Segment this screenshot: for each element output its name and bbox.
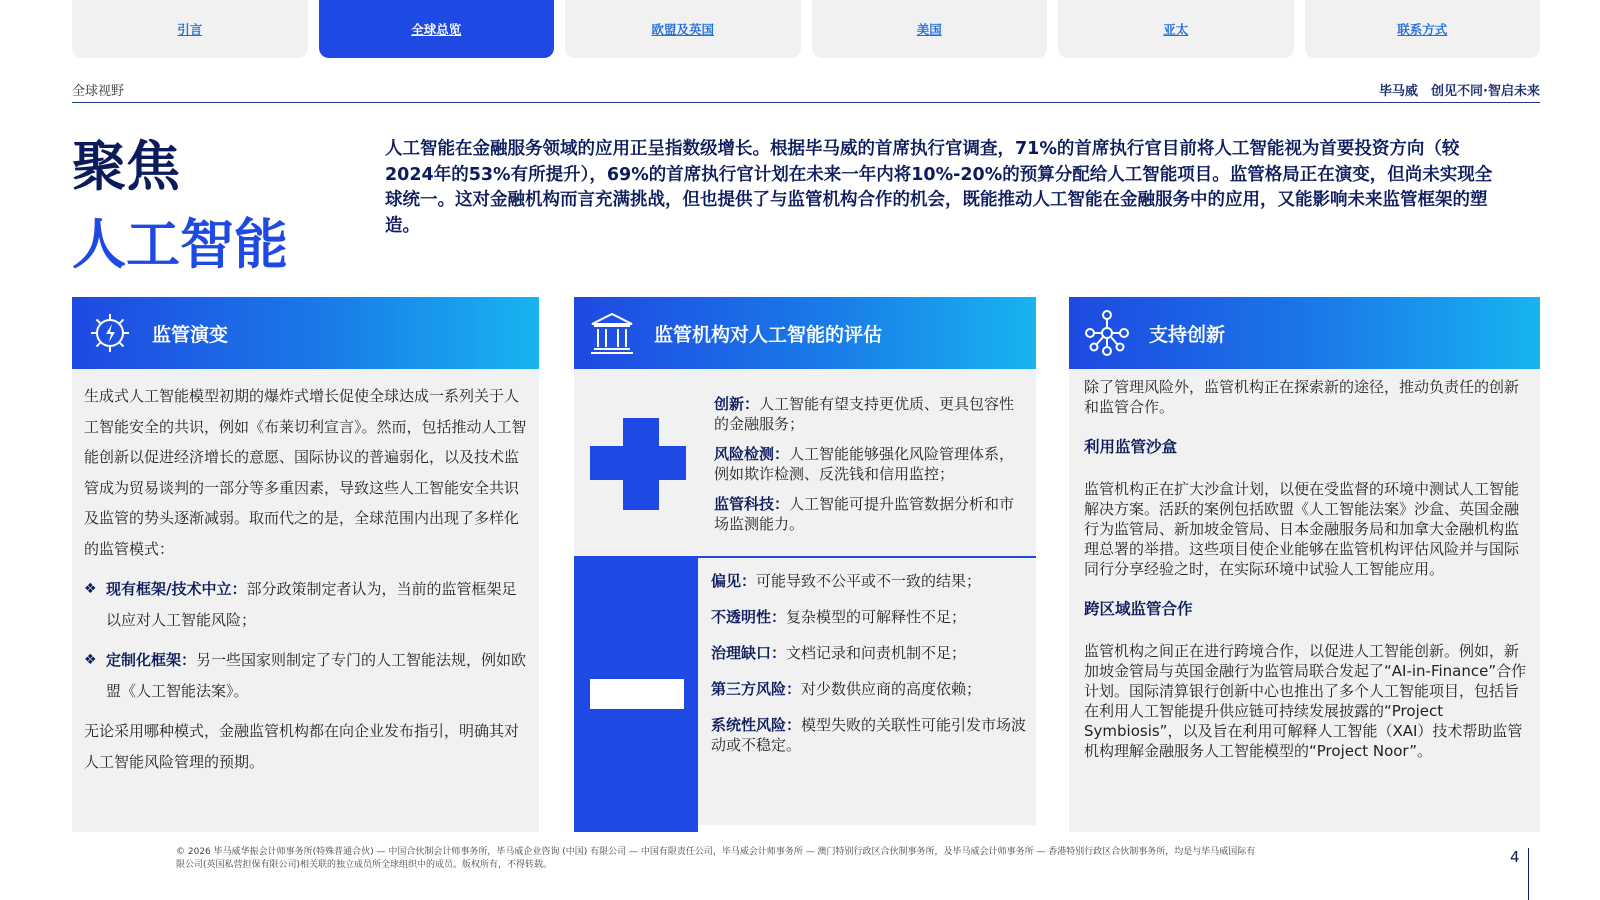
item-term: 治理缺口： bbox=[711, 644, 787, 662]
list-item bbox=[711, 607, 1029, 627]
item-term: 风险检测： bbox=[714, 445, 790, 463]
item-text: 对少数供应商的高度依赖； bbox=[801, 680, 982, 698]
copyright-footer: © 2026 毕马威华振会计师事务所(特殊普通合伙) — 中国合伙制会计师事务所，毕马威企业咨询 (中国) 有限公司 — 中国有限责任公司，毕马威会计师事务所 — 澳门特别行政区合伙制事务所，及毕马威会计师事务所 — 香港特别行政区合伙制事务所，均是与毕马威国际有限公司(英国私营担保有限公司)相关联的独立成员所全球组织中的成员。版权所有，不得转载。 bbox=[176, 847, 1256, 870]
minus-icon bbox=[590, 679, 684, 709]
bullet-text: 另一些国家则制定了专门的人工智能法规，例如欧盟《人工智能法案》。 bbox=[106, 651, 527, 700]
network-nodes-icon bbox=[1081, 307, 1133, 359]
diamond-bullet-icon: ❖ bbox=[84, 652, 97, 668]
tab-global-overview[interactable] bbox=[319, 0, 555, 58]
brand-tagline: 毕马威 创见不同·智启未来 bbox=[1379, 84, 1540, 99]
list-item bbox=[711, 715, 1029, 755]
section-label: 全球视野 bbox=[72, 84, 125, 99]
intro-text: 除了管理风险外，监管机构正在探索新的途径，推动负责任的创新和监管合作。 bbox=[1084, 378, 1520, 416]
list-item bbox=[711, 679, 1029, 699]
item-text: 可能导致不公平或不一致的结果； bbox=[756, 572, 982, 590]
list-item bbox=[714, 394, 1026, 434]
tab-label: 美国 bbox=[916, 22, 942, 37]
item-term: 第三方风险： bbox=[711, 680, 802, 698]
top-nav bbox=[72, 0, 1540, 58]
outro-text: 无论采用哪种模式，金融监管机构都在向企业发布指引，明确其对人工智能风险管理的预期。 bbox=[84, 722, 520, 771]
section-text: 监管机构之间正在进行跨境合作，以促进人工智能创新。例如，新加坡金管局与英国金融行为监管局联合发起了“AI-in-Finance”合作计划。国际清算银行创新中心也推出了多个人工智能项目，包括旨在利用人工智能提升供应链可持续发展披露的“Project Symbiosis”，以及旨在利用可解释人工智能（XAI）技术帮助监管机构理解金融服务人工智能模型的“Project Noor”。 bbox=[1084, 642, 1527, 760]
tab-us[interactable] bbox=[812, 0, 1048, 58]
list-item bbox=[84, 574, 527, 635]
item-term: 偏见： bbox=[711, 572, 757, 590]
item-text: 复杂模型的可解释性不足； bbox=[786, 608, 967, 626]
section-heading: 利用监管沙盒 bbox=[1084, 438, 1178, 456]
item-term: 创新： bbox=[714, 395, 760, 413]
tab-label: 引言 bbox=[177, 22, 203, 37]
bullet-term: 现有框架/技术中立： bbox=[106, 580, 247, 598]
item-text: 模型失败的关联性可能引发市场波动或不稳定。 bbox=[711, 716, 1027, 754]
panel-regulatory-evolution bbox=[72, 297, 539, 832]
tab-label: 联系方式 bbox=[1397, 22, 1448, 37]
panel-title: 支持创新 bbox=[1149, 323, 1226, 346]
risks-list bbox=[711, 571, 1029, 771]
list-item bbox=[711, 571, 1029, 591]
list-item bbox=[714, 444, 1026, 484]
bank-building-icon bbox=[586, 307, 638, 359]
section-heading: 跨区域监管合作 bbox=[1084, 600, 1193, 618]
section-text: 监管机构正在扩大沙盒计划，以便在受监督的环境中测试人工智能解决方案。活跃的案例包括欧盟《人工智能法案》沙盒、英国金融行为监管局、新加坡金管局、日本金融服务局和加拿大金融机构监理总署的举措。这些项目使企业能够在监管机构评估风险并与国际同行分享经验之时，在实际环境中试验人工智能应用。 bbox=[1084, 480, 1520, 578]
opportunities-block bbox=[574, 369, 1036, 556]
page-number-rule bbox=[1528, 848, 1529, 900]
list-item bbox=[714, 494, 1026, 534]
tab-contact[interactable] bbox=[1305, 0, 1541, 58]
tab-label: 欧盟及英国 bbox=[651, 22, 714, 37]
bullet-term: 定制化框架： bbox=[106, 651, 197, 669]
item-text: 人工智能有望支持更优质、更具包容性的金融服务； bbox=[714, 395, 1015, 433]
panel-title: 监管机构对人工智能的评估 bbox=[654, 323, 883, 346]
intro-text: 生成式人工智能模型初期的爆炸式增长促使全球达成一系列关于人工智能安全的共识，例如《布莱切利宣言》。然而，包括推动人工智能创新以促进经济增长的意愿、国际协议的普遍弱化，以及技术监管成为贸易谈判的一部分等多重因素，导致这些人工智能安全共识及监管的势头逐渐减弱。取而代之的是，全球范围内出现了多样化的监管模式： bbox=[84, 387, 527, 558]
panel-support-innovation bbox=[1069, 297, 1540, 832]
plus-icon-bar bbox=[590, 446, 686, 480]
item-term: 系统性风险： bbox=[711, 716, 802, 734]
panel-header bbox=[72, 297, 539, 369]
section-divider bbox=[698, 556, 1036, 558]
bullet-text: 部分政策制定者认为，当前的监管框架足以应对人工智能风险； bbox=[106, 580, 517, 629]
panel-header bbox=[1069, 297, 1540, 369]
diamond-bullet-icon: ❖ bbox=[84, 581, 97, 597]
header-divider bbox=[72, 102, 1540, 103]
title-line-2: 人工智能 bbox=[72, 213, 288, 276]
panel-title: 监管演变 bbox=[152, 323, 229, 346]
tab-eu-uk[interactable] bbox=[565, 0, 801, 58]
item-text: 人工智能能够强化风险管理体系，例如欺诈检测、反洗钱和信用监控； bbox=[714, 445, 1015, 483]
tab-label: 全球总览 bbox=[411, 22, 462, 37]
item-text: 文档记录和问责机制不足； bbox=[786, 644, 967, 662]
list-item bbox=[84, 645, 527, 706]
page-number: 4 bbox=[1510, 848, 1520, 866]
list-item bbox=[711, 643, 1029, 663]
tab-apac[interactable] bbox=[1058, 0, 1294, 58]
gear-lightning-icon bbox=[84, 307, 136, 359]
title-line-1: 聚焦 bbox=[72, 135, 180, 198]
tab-label: 亚太 bbox=[1163, 22, 1189, 37]
panel-header bbox=[574, 297, 1036, 369]
item-text: 人工智能可提升监管数据分析和市场监测能力。 bbox=[714, 495, 1015, 533]
tab-intro[interactable] bbox=[72, 0, 308, 58]
item-term: 监管科技： bbox=[714, 495, 790, 513]
risks-block-marker bbox=[574, 556, 698, 832]
page-title bbox=[72, 128, 288, 284]
item-term: 不透明性： bbox=[711, 608, 787, 626]
panel-regulator-assessment bbox=[574, 297, 1036, 825]
lead-paragraph: 人工智能在金融服务领域的应用正呈指数级增长。根据毕马威的首席执行官调查，71%的首席执行官目前将人工智能视为首要投资方向（较2024年的53%有所提升），69%的首席执行官计划在未来一年内将10%-20%的预算分配给人工智能项目。监管格局正在演变，但尚未实现全球统一。这对金融机构而言充满挑战，但也提供了与监管机构合作的机会，既能推动人工智能在金融服务中的应用，又能影响未来监管框架的塑造。 bbox=[385, 139, 1493, 236]
